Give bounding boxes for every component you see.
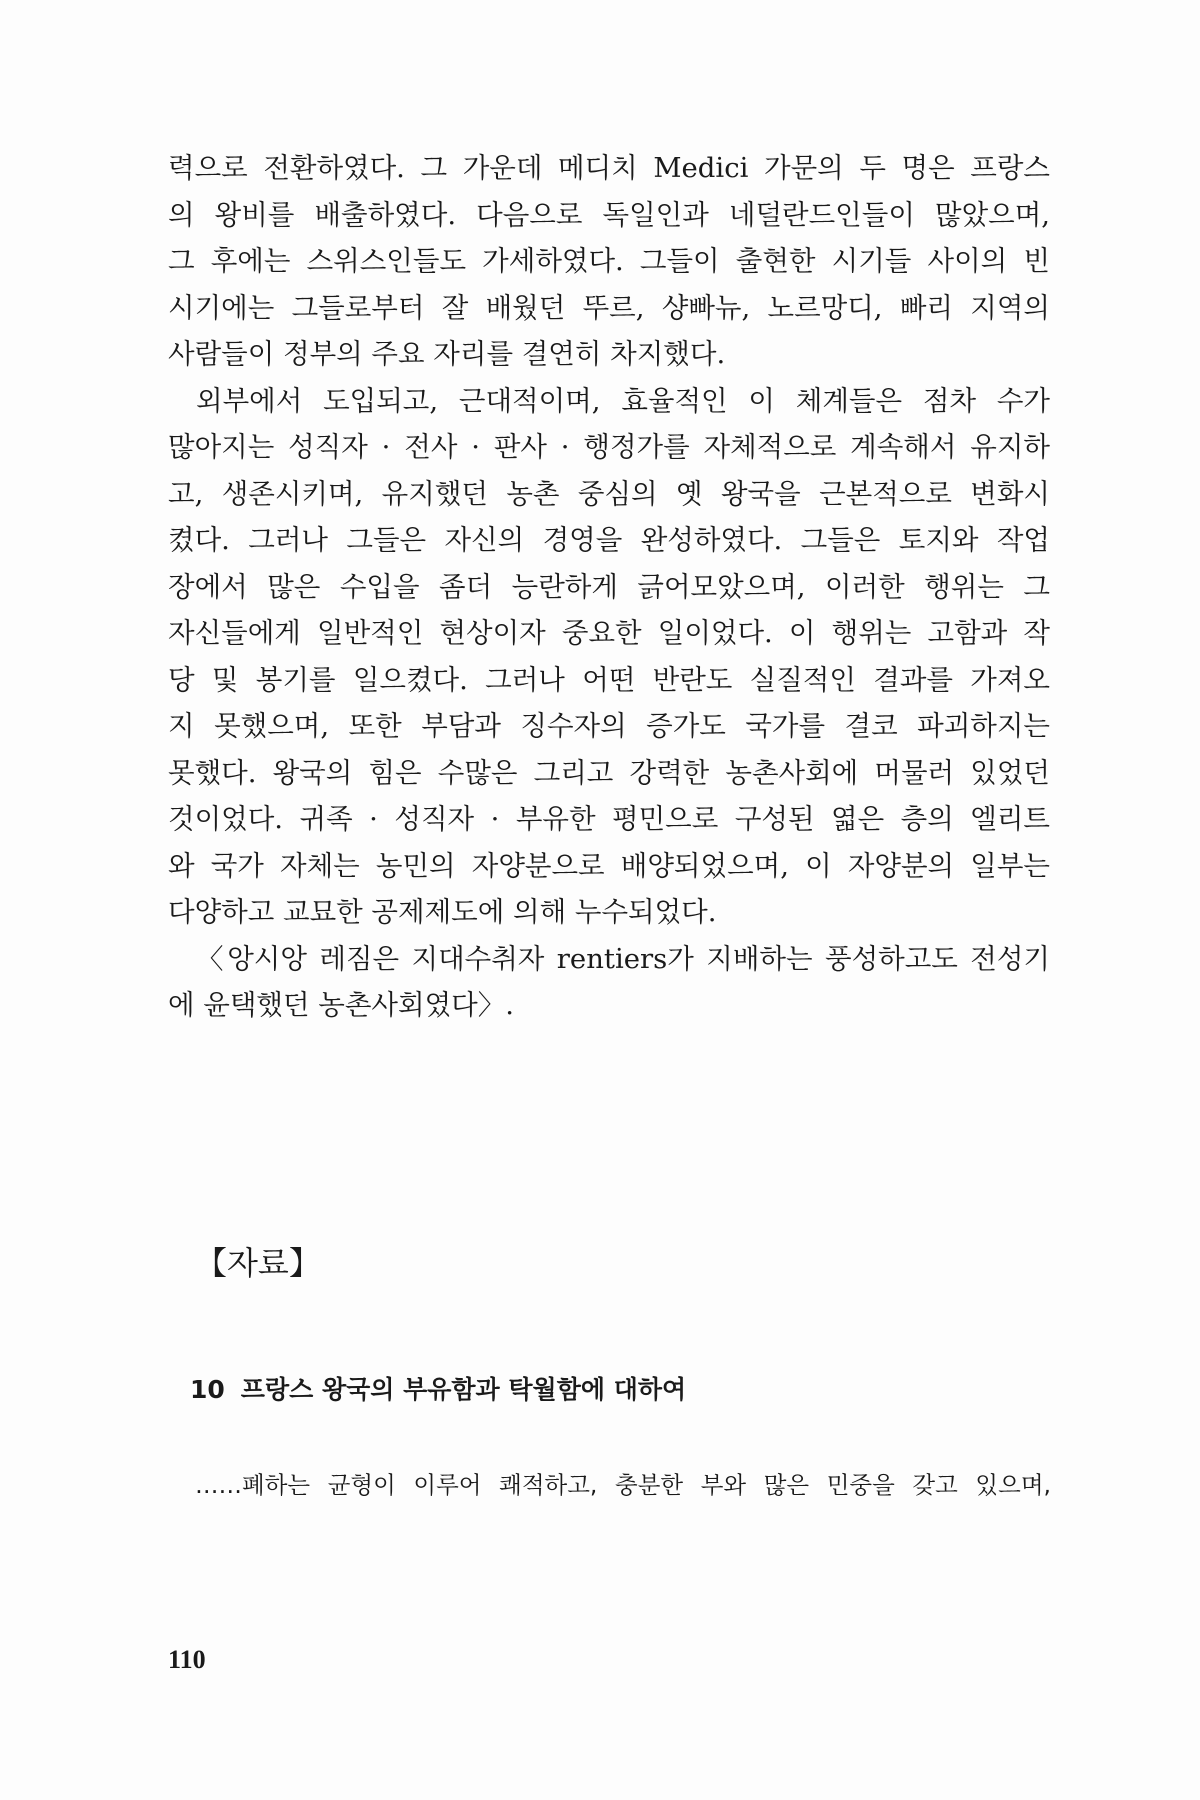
text-line: 력으로 전환하였다. 그 가운데 메디치 Medici 가문의 두 명은 프랑스 [168,152,1050,184]
text-line: 그 후에는 스위스인들도 가세하였다. 그들이 출현한 시기들 사이의 빈 [168,245,1050,277]
text-line: 자신들에게 일반적인 현상이자 중요한 일이었다. 이 행위는 고함과 작 [168,617,1050,649]
section-label: 【자료】 [195,1244,321,1282]
text-line: 것이었다. 귀족 · 성직자 · 부유한 평민으로 구성된 엷은 층의 엘리트 [168,803,1050,835]
text-line: 와 국가 자체는 농민의 자양분으로 배양되었으며, 이 자양분의 일부는 [168,849,1050,882]
text-line: 에 윤택했던 농촌사회였다〉. [168,989,514,1021]
text-line: 많아지는 성직자 · 전사 · 판사 · 행정가를 자체적으로 계속해서 유지하 [168,431,1050,463]
text-line: 사람들이 정부의 주요 자리를 결연히 차지했다. [168,338,726,370]
document-number: 10 [190,1375,225,1404]
text-line: 켰다. 그러나 그들은 자신의 경영을 완성하였다. 그들은 토지와 작업 [168,524,1050,556]
body-text [168,145,1050,1029]
text-line: 장에서 많은 수입을 좀더 능란하게 긁어모았으며, 이러한 행위는 그 [168,570,1050,603]
text-line: 〈앙시앙 레짐은 지대수취자 rentiers가 지배하는 풍성하고도 전성기 [196,942,1050,975]
page-number: 110 [168,1645,206,1674]
text-line: 고, 생존시키며, 유지했던 농촌 중심의 옛 왕국을 근본적으로 변화시 [168,477,1050,510]
text-line: 못했다. 왕국의 힘은 수많은 그리고 강력한 농촌사회에 머물러 있었던 [168,756,1050,789]
text-line: 시기에는 그들로부터 잘 배웠던 뚜르, 샹빠뉴, 노르망디, 빠리 지역의 [168,291,1050,324]
text-line: 다양하고 교묘한 공제제도에 의해 누수되었다. [168,896,717,928]
text-line: 외부에서 도입되고, 근대적이며, 효율적인 이 체계들은 점차 수가 [196,384,1050,417]
document-quote: ……폐하는 균형이 이루어 쾌적하고, 충분한 부와 많은 민중을 갖고 있으며, [195,1471,1051,1499]
text-line: 당 및 봉기를 일으켰다. 그러나 어떤 반란도 실질적인 결과를 가져오 [168,663,1050,696]
document-heading [190,1370,686,1406]
text-line: 의 왕비를 배출하였다. 다음으로 독일인과 네덜란드인들이 많았으며, [168,198,1050,231]
document-title: 프랑스 왕국의 부유함과 탁월함에 대하여 [240,1375,687,1404]
text-line: 지 못했으며, 또한 부담과 징수자의 증가도 국가를 결코 파괴하지는 [168,710,1050,742]
